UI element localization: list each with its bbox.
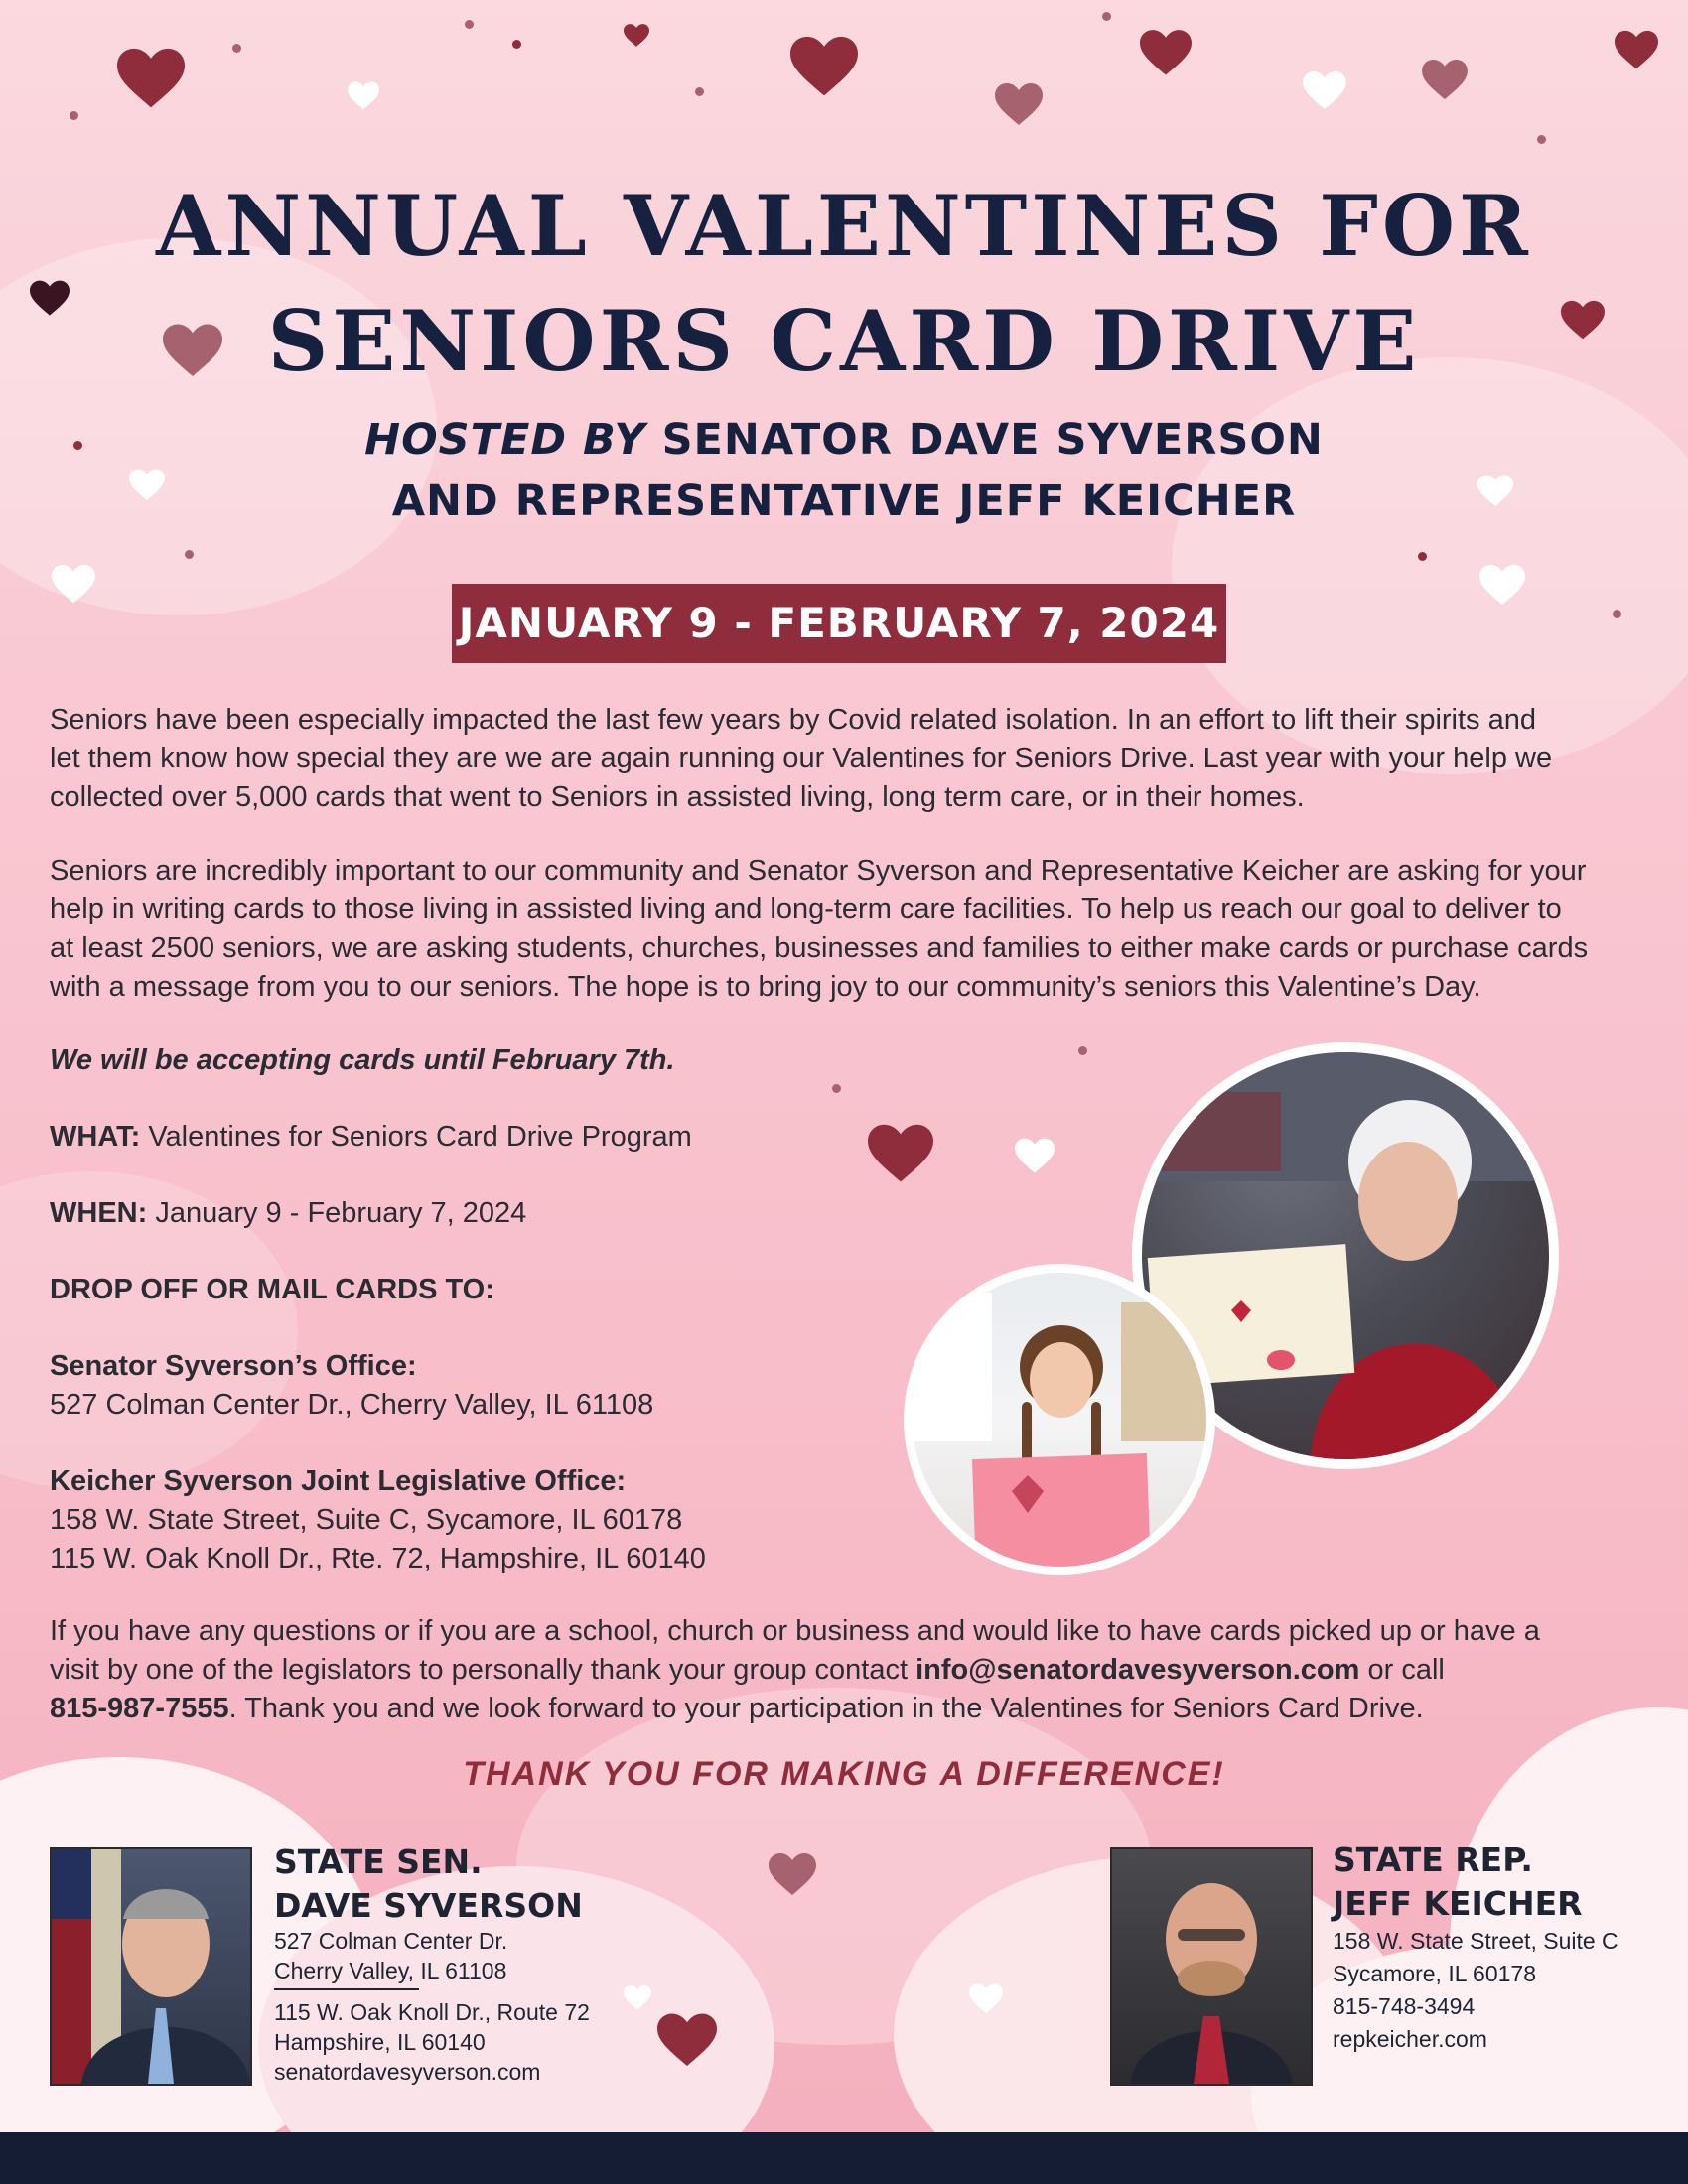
contact-email-link[interactable]: info@senatordavesyverson.com bbox=[915, 1654, 1360, 1686]
date-range-badge: JANUARY 9 - FEBRUARY 7, 2024 bbox=[452, 584, 1226, 663]
office-1 bbox=[50, 1347, 653, 1425]
accepting-note: We will be accepting cards until February 7th. bbox=[50, 1044, 675, 1076]
child-photo-illustration bbox=[913, 1273, 1206, 1567]
office-2-address-1: 158 W. State Street, Suite C, Sycamore, IL 60178 bbox=[50, 1504, 683, 1536]
heart-icon bbox=[348, 81, 379, 111]
heart-icon bbox=[790, 36, 858, 99]
paragraph-line: at least 2500 seniors, we are asking students, churches, businesses and families to either make cards or purchase cards bbox=[50, 932, 1589, 964]
heart-icon bbox=[1615, 30, 1658, 71]
paragraph-line: Seniors have been especially impacted the last few years by Covid related isolation. In an effort to lift their spirits and bbox=[50, 704, 1536, 736]
paragraph-line bbox=[50, 1651, 1648, 1690]
senator-title bbox=[274, 1841, 583, 1928]
heart-icon bbox=[1303, 71, 1346, 111]
title-line-2: SENIORS CARD DRIVE bbox=[267, 292, 1421, 390]
heart-icon bbox=[1015, 1138, 1055, 1175]
decorative-dot bbox=[465, 20, 474, 29]
paragraph-line: collected over 5,000 cards that went to Seniors in assisted living, long term care, or in their homes. bbox=[50, 781, 1305, 813]
closing-text: . Thank you and we look forward to your participation in the Valentines for Seniors Card Drive. bbox=[228, 1693, 1424, 1724]
office-2 bbox=[50, 1462, 706, 1578]
heart-icon bbox=[52, 564, 95, 606]
flyer-title bbox=[0, 169, 1688, 399]
paragraph-line: help in writing cards to those living in assisted living and long-term care facilities. To help us reach our goal to deliver to bbox=[50, 893, 1562, 925]
senator-title-line-1: STATE SEN. bbox=[274, 1843, 483, 1881]
address-divider bbox=[274, 1988, 419, 1990]
senator-address-4: Hampshire, IL 60140 bbox=[274, 2029, 486, 2055]
senator-address-1: 527 Colman Center Dr. bbox=[274, 1928, 508, 1954]
representative-address-1: 158 W. State Street, Suite C bbox=[1333, 1928, 1618, 1954]
title-line-1: ANNUAL VALENTINES FOR bbox=[156, 177, 1532, 275]
child-photo-frame bbox=[904, 1264, 1215, 1575]
hosted-by bbox=[0, 409, 1688, 532]
paragraph-line: If you have any questions or if you are a school, church or business and would like to have cards picked up or have a bbox=[50, 1615, 1540, 1647]
office-1-address: 527 Colman Center Dr., Cherry Valley, IL 61108 bbox=[50, 1389, 654, 1421]
paragraph-line bbox=[50, 1690, 1648, 1728]
what-value: Valentines for Seniors Card Drive Program bbox=[140, 1121, 692, 1153]
paragraph-line: Seniors are incredibly important to our community and Senator Syverson and Representative Keicher are asking for your bbox=[50, 855, 1587, 887]
heart-icon bbox=[657, 2013, 717, 2069]
closing-paragraph bbox=[50, 1612, 1648, 1728]
representative-website-link[interactable]: repkeicher.com bbox=[1333, 2026, 1487, 2052]
decorative-dot bbox=[512, 40, 521, 49]
hosted-by-label: HOSTED BY bbox=[364, 415, 646, 465]
paragraph-line: with a message from you to our seniors. The hope is to bring joy to our community’s seniors this Valentine’s Day. bbox=[50, 971, 1481, 1003]
heart-icon bbox=[1140, 30, 1192, 77]
decorative-dot bbox=[1102, 12, 1111, 21]
office-1-name: Senator Syverson’s Office: bbox=[50, 1350, 417, 1382]
senator-website-link[interactable]: senatordavesyverson.com bbox=[274, 2059, 541, 2085]
decorative-dot bbox=[1613, 610, 1621, 618]
heart-icon bbox=[995, 83, 1043, 127]
what-label: WHAT: bbox=[50, 1121, 141, 1153]
decorative-dot bbox=[185, 550, 194, 559]
heart-icon bbox=[769, 1852, 816, 1898]
decorative-dot bbox=[1418, 552, 1427, 561]
contact-phone[interactable]: 815-987-7555 bbox=[50, 1693, 229, 1724]
request-paragraph bbox=[50, 852, 1648, 1007]
heart-icon bbox=[969, 1983, 1003, 2015]
decorative-dot bbox=[232, 44, 241, 53]
footer-bar bbox=[0, 2132, 1688, 2184]
decorative-dot bbox=[1537, 135, 1546, 144]
when-value: January 9 - February 7, 2024 bbox=[147, 1197, 527, 1229]
office-2-address-2: 115 W. Oak Knoll Dr., Rte. 72, Hampshire, IL 60140 bbox=[50, 1543, 706, 1574]
heart-icon bbox=[624, 1985, 651, 2011]
representative-phone[interactable]: 815-748-3494 bbox=[1333, 1993, 1476, 2019]
heart-icon bbox=[624, 24, 649, 48]
senator-address-3: 115 W. Oak Knoll Dr., Route 72 bbox=[274, 1999, 590, 2025]
intro-paragraph bbox=[50, 701, 1648, 817]
representative-address-2: Sycamore, IL 60178 bbox=[1333, 1961, 1536, 1986]
senator-portrait-illustration bbox=[52, 1849, 250, 2084]
decorative-dot bbox=[695, 87, 704, 96]
senator-portrait bbox=[50, 1847, 252, 2086]
decorative-dot bbox=[832, 1084, 841, 1093]
heart-icon bbox=[1479, 564, 1525, 608]
senator-title-line-2: DAVE SYVERSON bbox=[274, 1886, 583, 1925]
when-label: WHEN: bbox=[50, 1197, 148, 1229]
hosted-by-line-2: AND REPRESENTATIVE JEFF KEICHER bbox=[391, 477, 1297, 526]
representative-title-line-1: STATE REP. bbox=[1333, 1841, 1533, 1879]
paragraph-line: let them know how special they are we are again running our Valentines for Seniors Drive. Last year with your help we bbox=[50, 743, 1553, 774]
thank-you-banner: THANK YOU FOR MAKING A DIFFERENCE! bbox=[463, 1755, 1225, 1793]
when-line bbox=[50, 1194, 526, 1233]
representative-title-line-2: JEFF KEICHER bbox=[1333, 1884, 1583, 1923]
heart-icon bbox=[1422, 60, 1468, 101]
heart-icon bbox=[117, 48, 185, 111]
closing-text: or call bbox=[1359, 1654, 1445, 1686]
decorative-dot bbox=[70, 111, 78, 120]
closing-text: visit by one of the legislators to personally thank your group contact bbox=[50, 1654, 916, 1686]
what-line bbox=[50, 1118, 692, 1157]
office-2-name: Keicher Syverson Joint Legislative Office: bbox=[50, 1465, 627, 1497]
hosted-by-line-1: SENATOR DAVE SYVERSON bbox=[661, 415, 1324, 465]
representative-title bbox=[1333, 1839, 1583, 1926]
child-photo bbox=[913, 1273, 1206, 1567]
representative-portrait bbox=[1110, 1847, 1313, 2086]
heart-icon bbox=[868, 1124, 933, 1185]
representative-portrait-illustration bbox=[1112, 1849, 1311, 2084]
drop-off-heading: DROP OFF OR MAIL CARDS TO: bbox=[50, 1274, 494, 1305]
senator-address-2: Cherry Valley, IL 61108 bbox=[274, 1958, 507, 1983]
